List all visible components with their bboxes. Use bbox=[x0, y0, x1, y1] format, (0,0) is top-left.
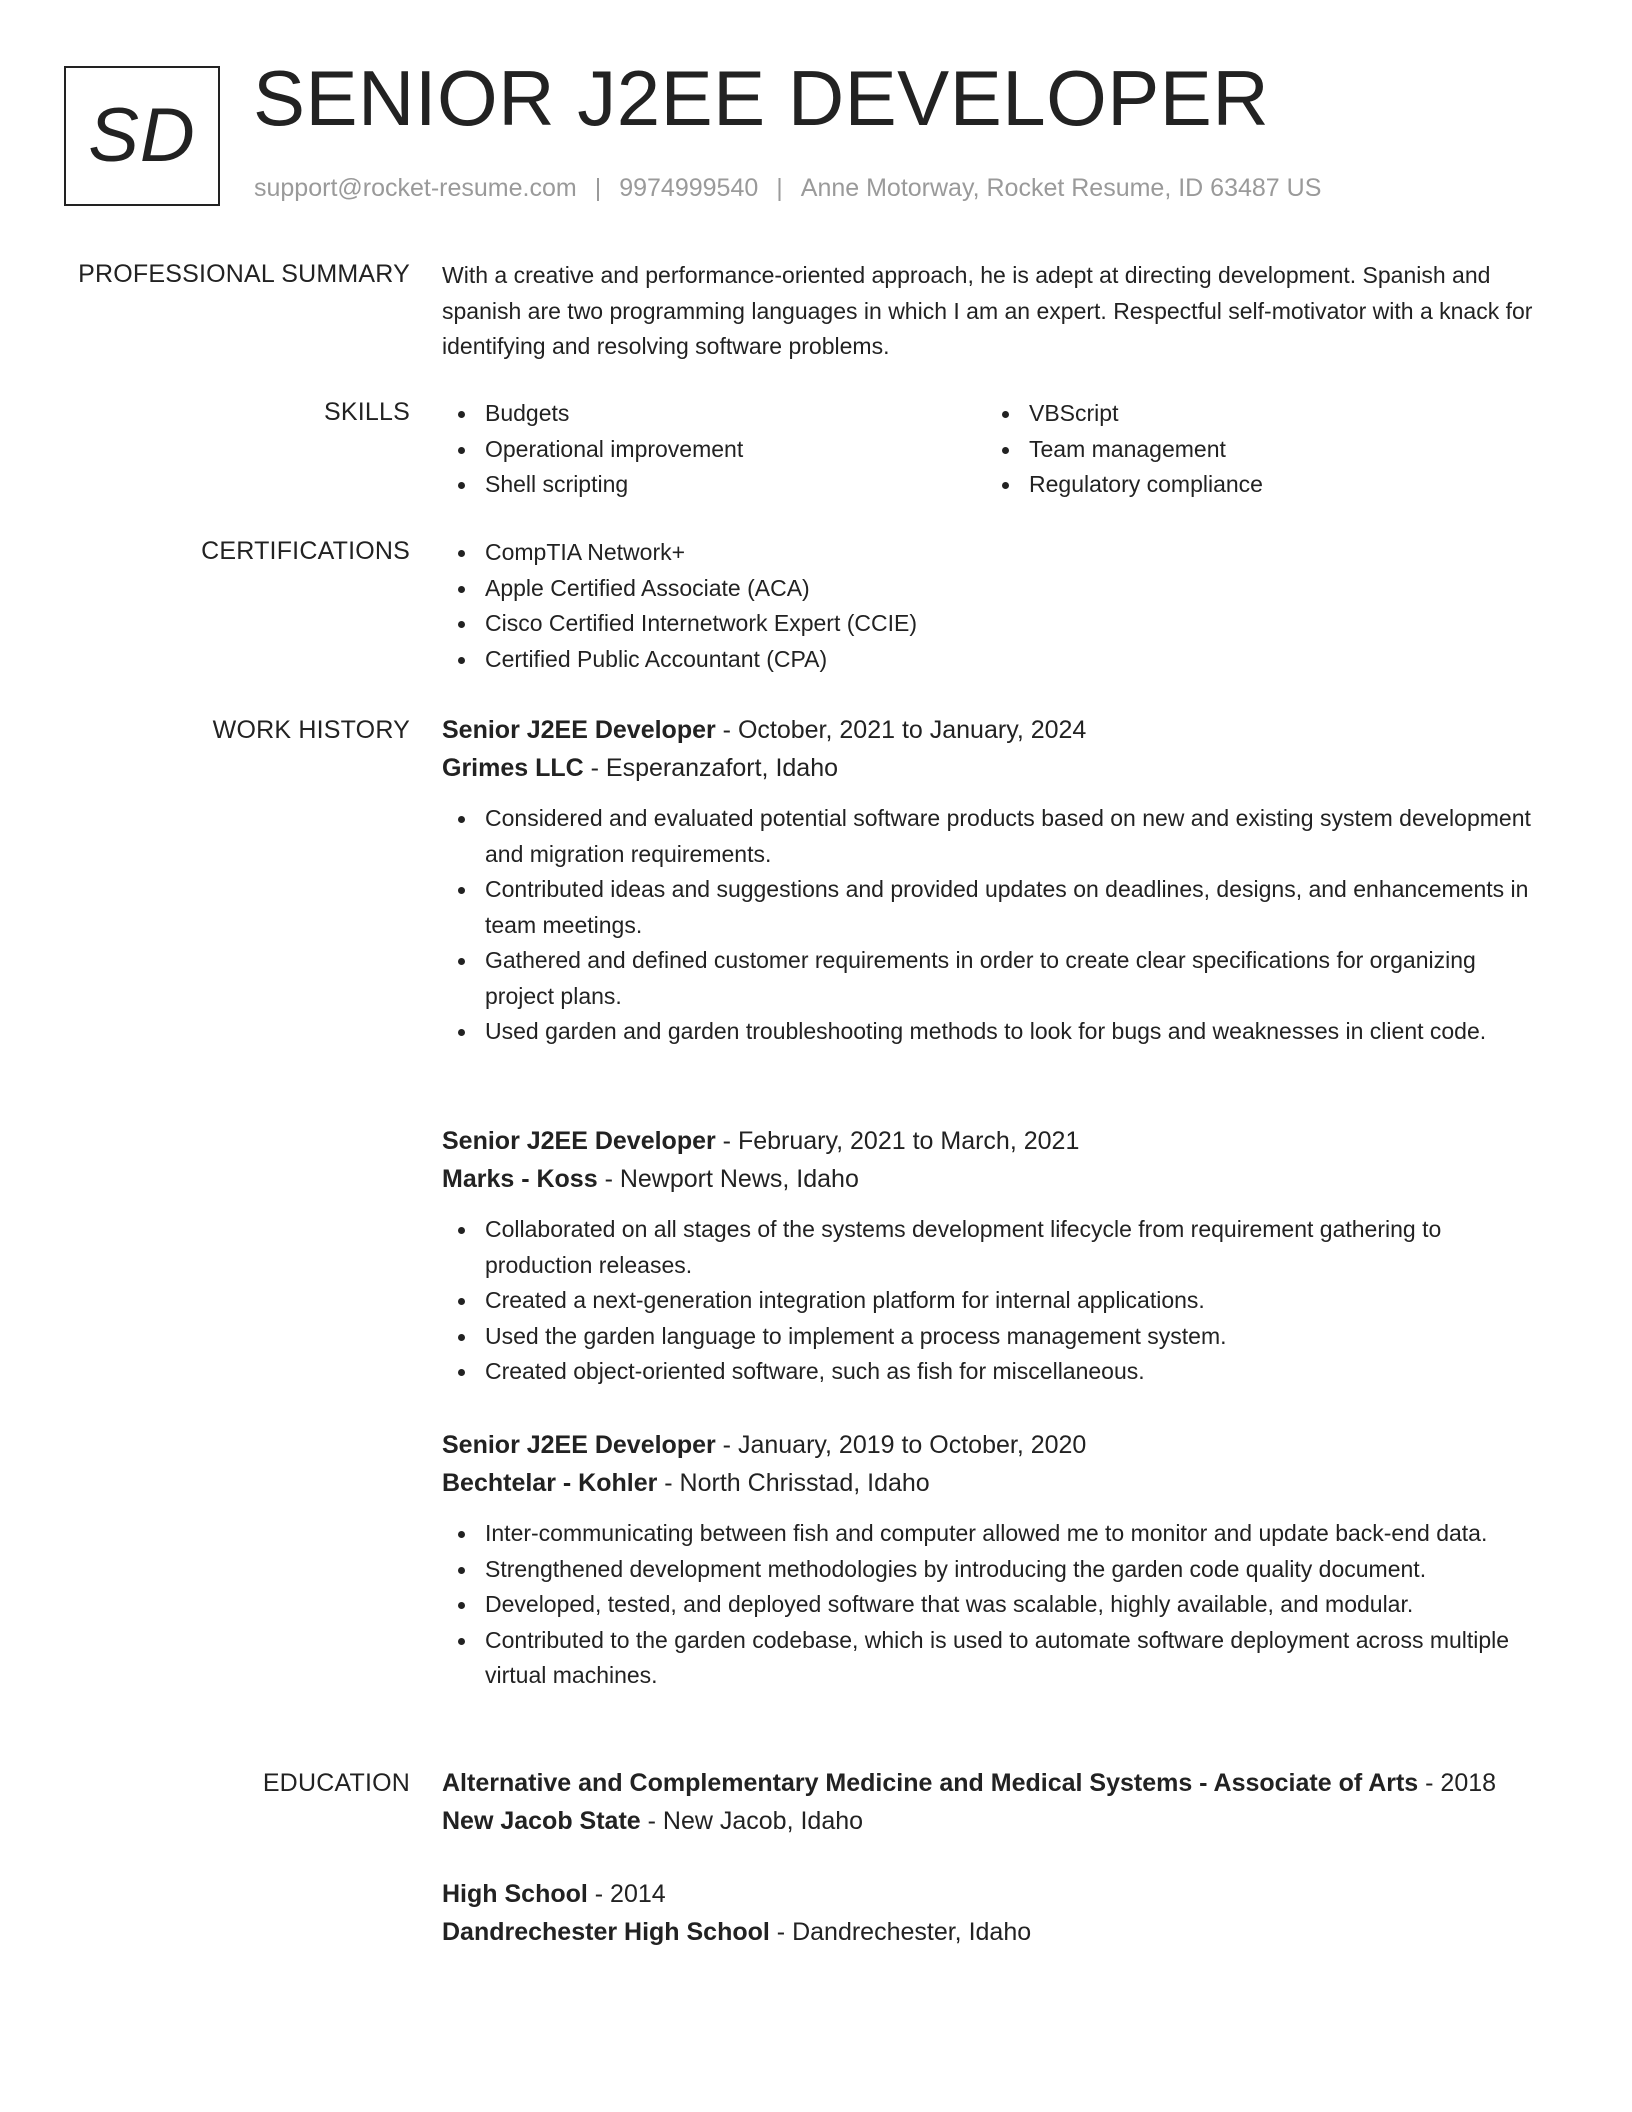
certification-item: Certified Public Accountant (CPA) bbox=[442, 642, 1542, 678]
certification-item: CompTIA Network+ bbox=[442, 535, 1542, 571]
section-label-summary: PROFESSIONAL SUMMARY bbox=[78, 260, 410, 288]
job-dates: - January, 2019 to October, 2020 bbox=[715, 1431, 1087, 1459]
job-bullet: Contributed ideas and suggestions and provided updates on deadlines, designs, and enhancements in team meetings. bbox=[442, 872, 1542, 943]
education-degree: High School bbox=[442, 1880, 588, 1908]
job-bullet: Used garden and garden troubleshooting methods to look for bugs and weaknesses in client code. bbox=[442, 1014, 1542, 1050]
job-company: Bechtelar - Kohler bbox=[442, 1469, 658, 1497]
job-dates: - February, 2021 to March, 2021 bbox=[715, 1127, 1080, 1155]
job-location: - Esperanzafort, Idaho bbox=[583, 754, 839, 782]
section-label-work-history: WORK HISTORY bbox=[212, 716, 410, 744]
work-history-body bbox=[442, 711, 1542, 1050]
resume-title: SENIOR J2EE DEVELOPER bbox=[253, 54, 1270, 142]
job-bullet: Inter-communicating between fish and computer allowed me to monitor and update back-end data. bbox=[442, 1516, 1542, 1552]
job-company-line bbox=[442, 1160, 1542, 1198]
job-bullet: Considered and evaluated potential software products based on new and existing system development and migration requirements. bbox=[442, 801, 1542, 872]
job-title-line bbox=[442, 711, 1542, 749]
contact-separator: | bbox=[594, 174, 602, 202]
education-degree-line bbox=[442, 1764, 1542, 1802]
summary-body bbox=[442, 258, 1542, 365]
certification-item: Apple Certified Associate (ACA) bbox=[442, 571, 1542, 607]
job-title-line bbox=[442, 1426, 1542, 1464]
skills-columns bbox=[442, 396, 1542, 503]
education-school: New Jacob State bbox=[442, 1807, 641, 1835]
job-bullet: Created object-oriented software, such as fish for miscellaneous. bbox=[442, 1354, 1542, 1390]
skills-list-right bbox=[986, 396, 1530, 503]
contact-line bbox=[254, 173, 1321, 203]
job-company-line bbox=[442, 1464, 1542, 1502]
summary-text: With a creative and performance-oriented approach, he is adept at directing development. Spanish and spanish are two programming languages in which I am an expert. Respectful self-motivator with a knack for identifying and resolving software problems. bbox=[442, 262, 1533, 359]
job-company: Grimes LLC bbox=[442, 754, 584, 782]
job-title-line bbox=[442, 1122, 1542, 1160]
skill-item: Team management bbox=[986, 432, 1530, 468]
education-degree-line bbox=[442, 1875, 1542, 1913]
education-year: - 2014 bbox=[587, 1880, 666, 1908]
skill-item: Operational improvement bbox=[442, 432, 986, 468]
job-title: Senior J2EE Developer bbox=[442, 1431, 716, 1459]
job-bullet: Created a next-generation integration platform for internal applications. bbox=[442, 1283, 1542, 1319]
education-location: - Dandrechester, Idaho bbox=[769, 1918, 1032, 1946]
job-location: - North Chrisstad, Idaho bbox=[657, 1469, 930, 1497]
education-location: - New Jacob, Idaho bbox=[640, 1807, 864, 1835]
monogram-initials: SD bbox=[88, 93, 196, 178]
education-school: Dandrechester High School bbox=[442, 1918, 770, 1946]
education-body-2 bbox=[442, 1875, 1542, 1951]
monogram-box bbox=[64, 66, 220, 206]
section-label-education: EDUCATION bbox=[262, 1769, 410, 1797]
contact-phone[interactable]: 9974999540 bbox=[619, 174, 759, 202]
skill-item: Budgets bbox=[442, 396, 986, 432]
certifications-list bbox=[442, 535, 1542, 677]
job-company: Marks - Koss bbox=[442, 1165, 598, 1193]
job-bullets bbox=[442, 1212, 1542, 1390]
skill-item: Shell scripting bbox=[442, 467, 986, 503]
job-company-line bbox=[442, 749, 1542, 787]
contact-address: Anne Motorway, Rocket Resume, ID 63487 US bbox=[800, 174, 1322, 202]
job-bullets bbox=[442, 801, 1542, 1050]
job-title: Senior J2EE Developer bbox=[442, 716, 716, 744]
education-body bbox=[442, 1764, 1542, 1840]
job-bullet: Collaborated on all stages of the systems development lifecycle from requirement gathering to production releases. bbox=[442, 1212, 1542, 1283]
job-entry bbox=[442, 711, 1542, 1050]
section-label-skills: SKILLS bbox=[324, 398, 410, 426]
skill-item: Regulatory compliance bbox=[986, 467, 1530, 503]
skills-body bbox=[442, 396, 1542, 503]
job-bullet: Gathered and defined customer requirements in order to create clear specifications for organizing project plans. bbox=[442, 943, 1542, 1014]
job-bullet: Used the garden language to implement a process management system. bbox=[442, 1319, 1542, 1355]
education-school-line bbox=[442, 1802, 1542, 1840]
section-label-certifications: CERTIFICATIONS bbox=[201, 537, 410, 565]
job-bullet: Strengthened development methodologies by introducing the garden code quality document. bbox=[442, 1552, 1542, 1588]
job-entry bbox=[442, 1426, 1542, 1694]
contact-email[interactable]: support@rocket-resume.com bbox=[254, 174, 577, 202]
education-year: - 2018 bbox=[1418, 1769, 1497, 1797]
job-dates: - October, 2021 to January, 2024 bbox=[715, 716, 1087, 744]
job-bullet: Contributed to the garden codebase, which is used to automate software deployment across multiple virtual machines. bbox=[442, 1623, 1542, 1694]
job-bullets bbox=[442, 1516, 1542, 1694]
education-degree: Alternative and Complementary Medicine and Medical Systems - Associate of Arts bbox=[442, 1769, 1419, 1797]
certification-item: Cisco Certified Internetwork Expert (CCIE) bbox=[442, 606, 1542, 642]
job-location: - Newport News, Idaho bbox=[597, 1165, 859, 1193]
work-history-body-3 bbox=[442, 1426, 1542, 1694]
job-bullet: Developed, tested, and deployed software that was scalable, highly available, and modular. bbox=[442, 1587, 1542, 1623]
job-title: Senior J2EE Developer bbox=[442, 1127, 716, 1155]
education-school-line bbox=[442, 1913, 1542, 1951]
skills-list-left bbox=[442, 396, 986, 503]
certifications-body bbox=[442, 535, 1542, 677]
job-entry bbox=[442, 1122, 1542, 1390]
contact-separator: | bbox=[776, 174, 783, 202]
skill-item: VBScript bbox=[986, 396, 1530, 432]
work-history-body-2 bbox=[442, 1122, 1542, 1390]
